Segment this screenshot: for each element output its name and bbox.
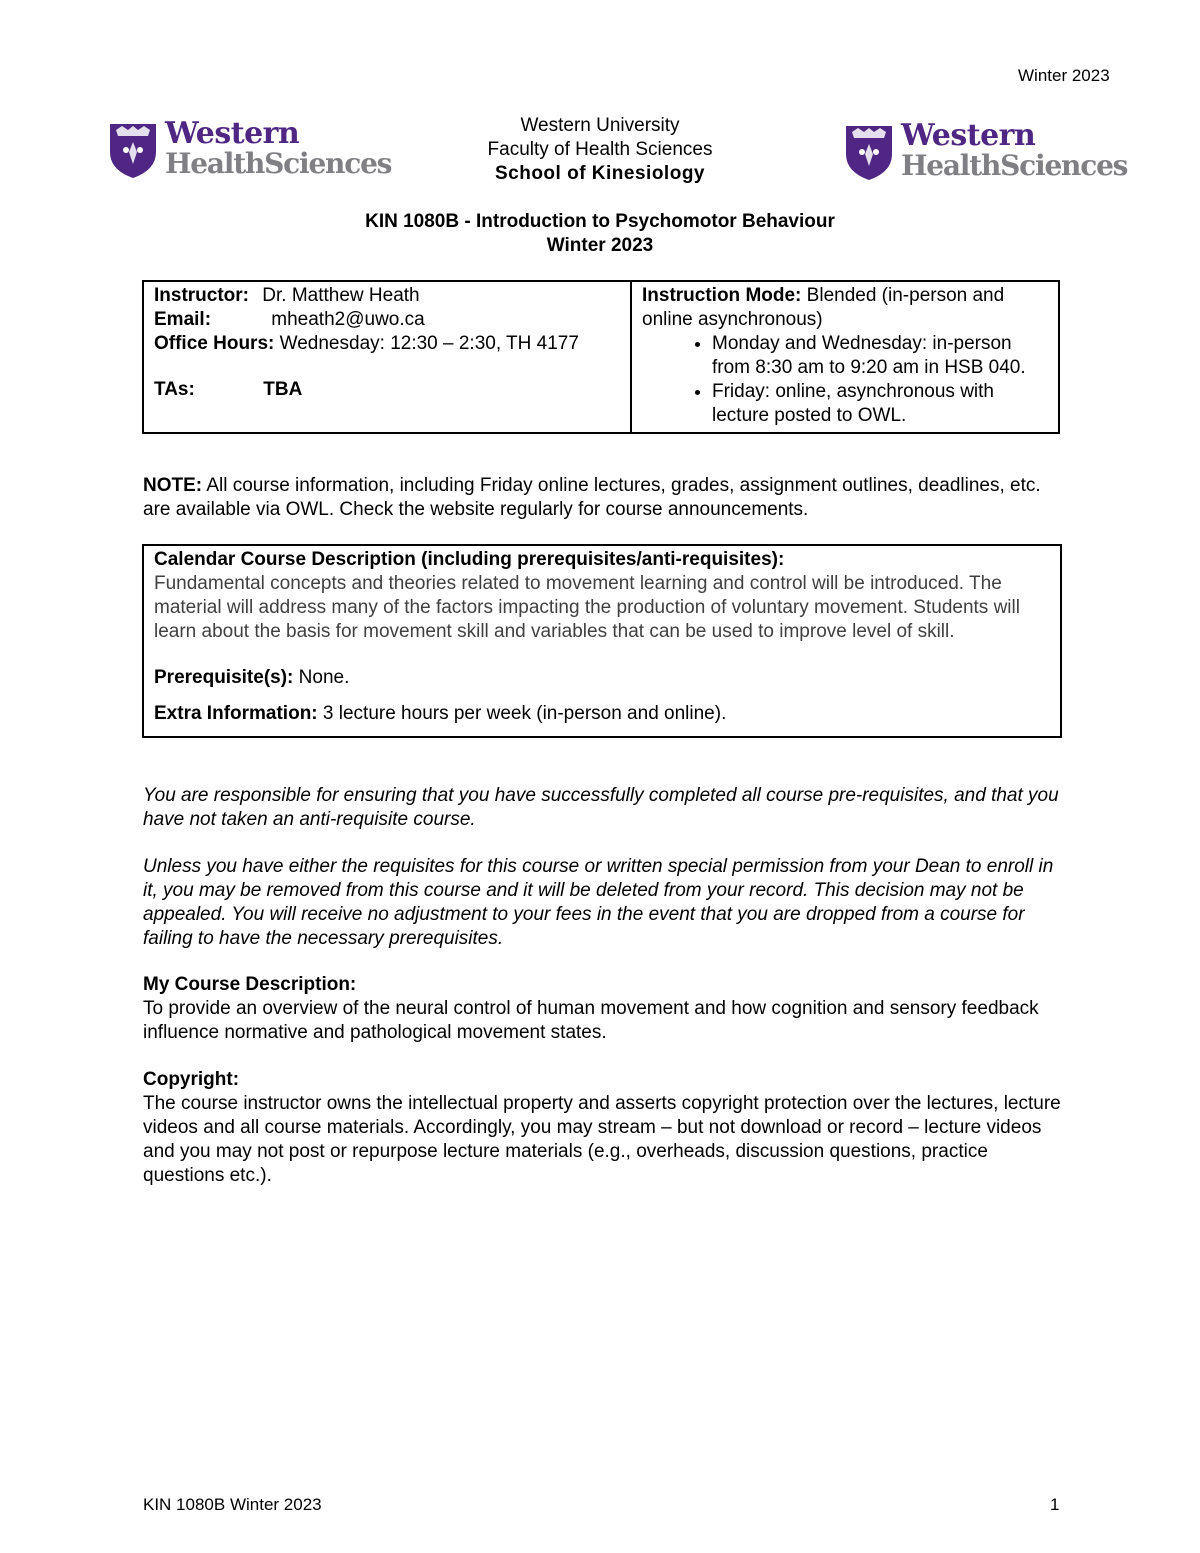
instructor-info-cell (143, 281, 631, 433)
note-text: All course information, including Friday online lectures, grades, assignment outlines, deadlines, etc. are available via OWL. Check the website regularly for course announcements. (143, 475, 1041, 520)
my-description-text: To provide an overview of the neural control of human movement and how cognition and sensory feedback influence normative and pathological movement states. (143, 998, 1039, 1043)
note-paragraph (143, 474, 1043, 522)
email-value[interactable]: mheath2@uwo.ca (271, 309, 425, 330)
my-course-description (143, 973, 1063, 1045)
course-title-block (300, 210, 900, 258)
responsibility-paragraph: You are responsible for ensuring that you have successfully completed all course pre-requisites, and that you have not taken an anti-requisite course. (143, 785, 1059, 830)
copyright-section (143, 1068, 1063, 1188)
list-item: • Friday: online, asynchronous with lecture posted to OWL. (712, 380, 1048, 428)
shield-icon (844, 122, 894, 182)
calendar-description-box (142, 544, 1062, 738)
western-health-sciences-logo-left (108, 118, 398, 182)
instruction-mode-label: Instruction Mode: (642, 285, 802, 306)
list-item: • Monday and Wednesday: in-person from 8:30 am to 9:20 am in HSB 040. (712, 332, 1048, 380)
instruction-mode-value: Blended (in-person and online asynchronous) (642, 285, 1005, 330)
western-health-sciences-logo-right (844, 120, 1134, 184)
prerequisite-label: Prerequisite(s): (154, 667, 294, 688)
course-info-table (142, 280, 1060, 434)
copyright-heading: Copyright: (143, 1069, 240, 1090)
footer-course: KIN 1080B Winter 2023 (143, 1495, 322, 1514)
instruction-mode-cell (631, 281, 1059, 433)
shield-icon (108, 120, 158, 180)
tas-label: TAs: (154, 379, 195, 400)
prerequisite-value: None. (298, 667, 350, 688)
removal-paragraph: Unless you have either the requisites for this course or written special permission from your Dean to enroll in it, you may be removed from this course and it will be deleted from your record. This decision may not be appealed. You will receive no adjustment to your fees in the event that you are dropped from a course for failing to have the necessary prerequisites. (143, 856, 1054, 949)
logo-word-western: Western (901, 118, 1036, 153)
extra-info-label: Extra Information: (154, 703, 318, 724)
course-term: Winter 2023 (546, 235, 654, 256)
school-name: School of Kinesiology (494, 163, 705, 184)
header-term: Winter 2023 (1018, 66, 1110, 85)
email-label: Email: (154, 309, 212, 330)
office-hours-value: Wednesday: 12:30 – 2:30, TH 4177 (279, 333, 579, 354)
tas-value: TBA (263, 379, 303, 400)
university-name: Western University (520, 115, 680, 136)
my-description-heading: My Course Description: (143, 974, 357, 995)
calendar-heading: Calendar Course Description (including prerequisites/anti-requisites): (154, 549, 785, 570)
instructor-value: Dr. Matthew Heath (262, 285, 420, 306)
logo-word-western: Western (165, 116, 300, 151)
copyright-text: The course instructor owns the intellectual property and asserts copyright protection over the lectures, lecture videos and all course materials. Accordingly, you may stream – but not download or record – lecture videos and you may not post or repurpose lecture materials (e.g., overheads, discussion questions, practice questions etc.). (143, 1093, 1061, 1186)
note-label: NOTE: (143, 475, 203, 496)
instructor-label: Instructor: (154, 285, 249, 306)
office-hours-label: Office Hours: (154, 333, 275, 354)
page-number: 1 (1050, 1495, 1060, 1514)
calendar-text: Fundamental concepts and theories related to movement learning and control will be introduced. The material will address many of the factors impacting the production of voluntary movement. Students will learn about the basis for movement skill and variables that can be used to improve level of skill. (154, 573, 1020, 642)
institution-header (400, 114, 800, 186)
instruction-mode-list (642, 332, 1048, 428)
logo-word-healthsciences: HealthSciences (165, 147, 392, 180)
extra-info-value: 3 lecture hours per week (in-person and online). (322, 703, 727, 724)
faculty-name: Faculty of Health Sciences (487, 139, 713, 160)
logo-word-healthsciences: HealthSciences (901, 149, 1128, 182)
course-title: KIN 1080B - Introduction to Psychomotor Behaviour (365, 211, 835, 232)
